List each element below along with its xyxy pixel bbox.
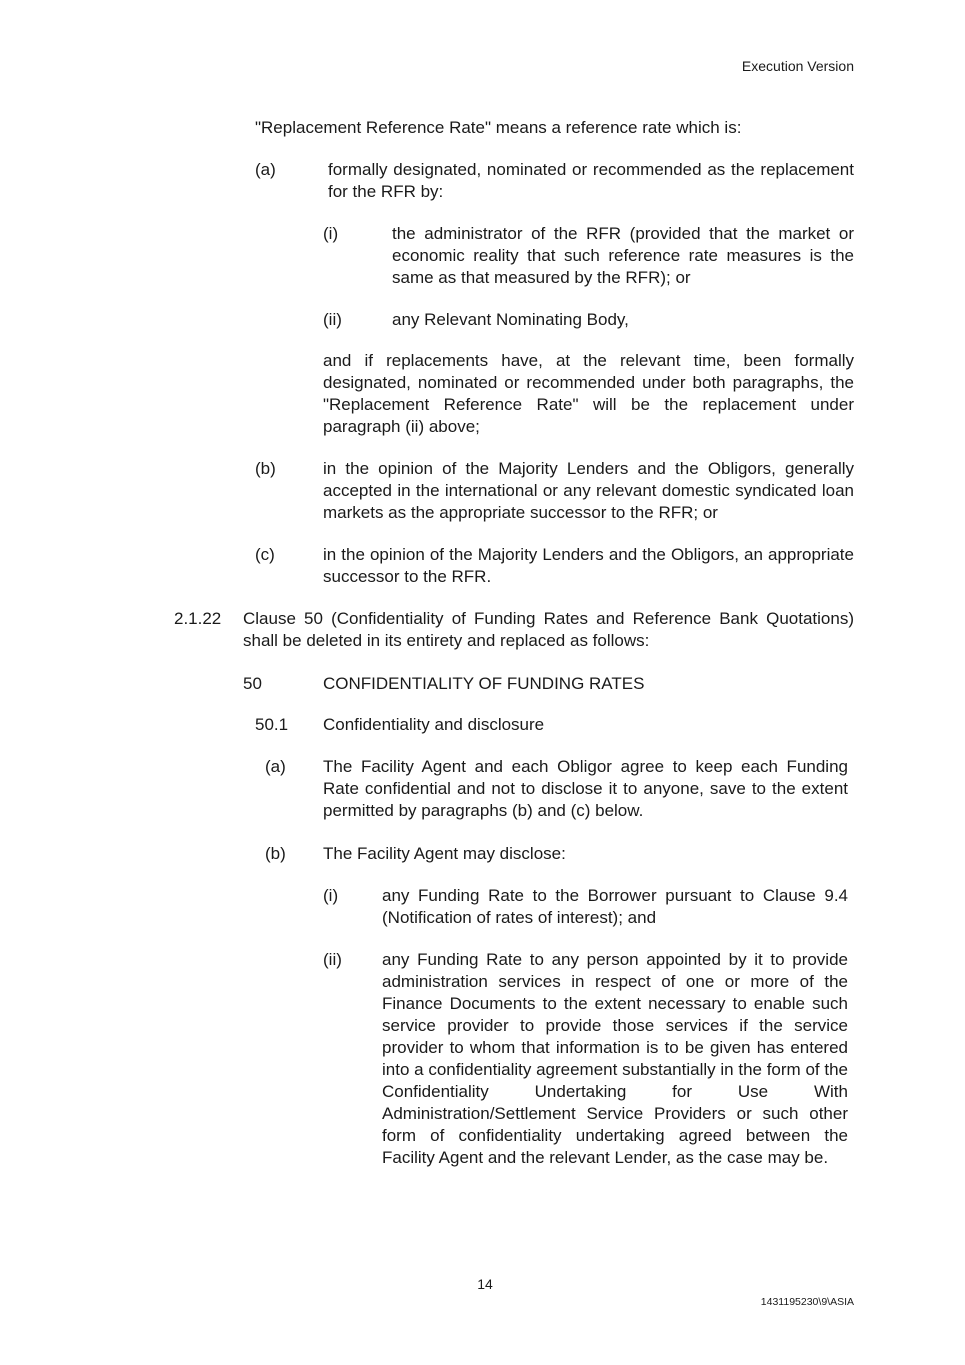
clause-b-text: The Facility Agent may disclose: [323, 844, 566, 863]
subsection-number: 50.1 [255, 715, 289, 734]
paragraph-a-label: (a) [255, 160, 276, 179]
paragraph-b-text: in the opinion of the Majority Lenders and the Obligors, generally accepted in the international or any relevant domestic syndicated loan markets as the appropriate successor to the RFR; or [323, 459, 854, 522]
clause-number: 2.1.22 [174, 609, 222, 628]
subparagraph-ii-label: (ii) [323, 310, 342, 329]
document-version-header: Execution Version [741, 58, 854, 74]
paragraph-b-label: (b) [255, 459, 276, 478]
section-number: 50 [243, 674, 262, 693]
clause-b-i-text: any Funding Rate to the Borrower pursuant to Clause 9.4 (Notification of rates of interest); and [382, 886, 848, 927]
document-reference: 1431195230\9\ASIA [760, 1296, 854, 1308]
section-heading: CONFIDENTIALITY OF FUNDING RATES [323, 674, 645, 693]
subparagraph-i-text: the administrator of the RFR (provided that the market or economic reality that such reference rate measures is the same as that measured by the RFR); or [392, 224, 854, 287]
subparagraph-i-label: (i) [323, 224, 339, 243]
clause-b-label: (b) [265, 844, 286, 863]
clause-b-ii-text: any Funding Rate to any person appointed by it to provide administration services in respect of one or more of the Finance Documents to the extent necessary to enable such service provider to provide those services if the service provider to whom that information is to be given has entered into a confidentiality agreement substantially in the form of the Confidentiality Undertaking for Use With Administration/Settlement Service Providers or such other form of confidentiality undertaking agreed between the Facility Agent and the relevant Lender, as the case may be. [382, 950, 848, 1167]
paragraph-a-tail: and if replacements have, at the relevant time, been formally designated, nominated or recommended under both paragraphs, the "Replacement Reference Rate" will be the replacement under paragraph (ii) above; [323, 351, 854, 436]
clause-a-label: (a) [265, 757, 286, 776]
page-number: 14 [477, 1276, 493, 1292]
paragraph-c-text: in the opinion of the Majority Lenders and the Obligors, an appropriate successor to the RFR. [323, 545, 854, 586]
definition-intro: "Replacement Reference Rate" means a reference rate which is: [255, 118, 742, 137]
subparagraph-ii-text: any Relevant Nominating Body, [392, 310, 629, 329]
clause-a-text: The Facility Agent and each Obligor agree to keep each Funding Rate confidential and not to disclose it to anyone, save to the extent permitted by paragraphs (b) and (c) below. [323, 757, 848, 820]
paragraph-c-label: (c) [255, 545, 275, 564]
clause-b-i-label: (i) [323, 886, 339, 905]
clause-b-ii-label: (ii) [323, 950, 342, 969]
clause-text: Clause 50 (Confidentiality of Funding Rates and Reference Bank Quotations) shall be deleted in its entirety and replaced as follows: [243, 609, 854, 650]
paragraph-a-text: formally designated, nominated or recommended as the replacement for the RFR by: [328, 160, 854, 201]
subsection-title: Confidentiality and disclosure [323, 715, 545, 734]
